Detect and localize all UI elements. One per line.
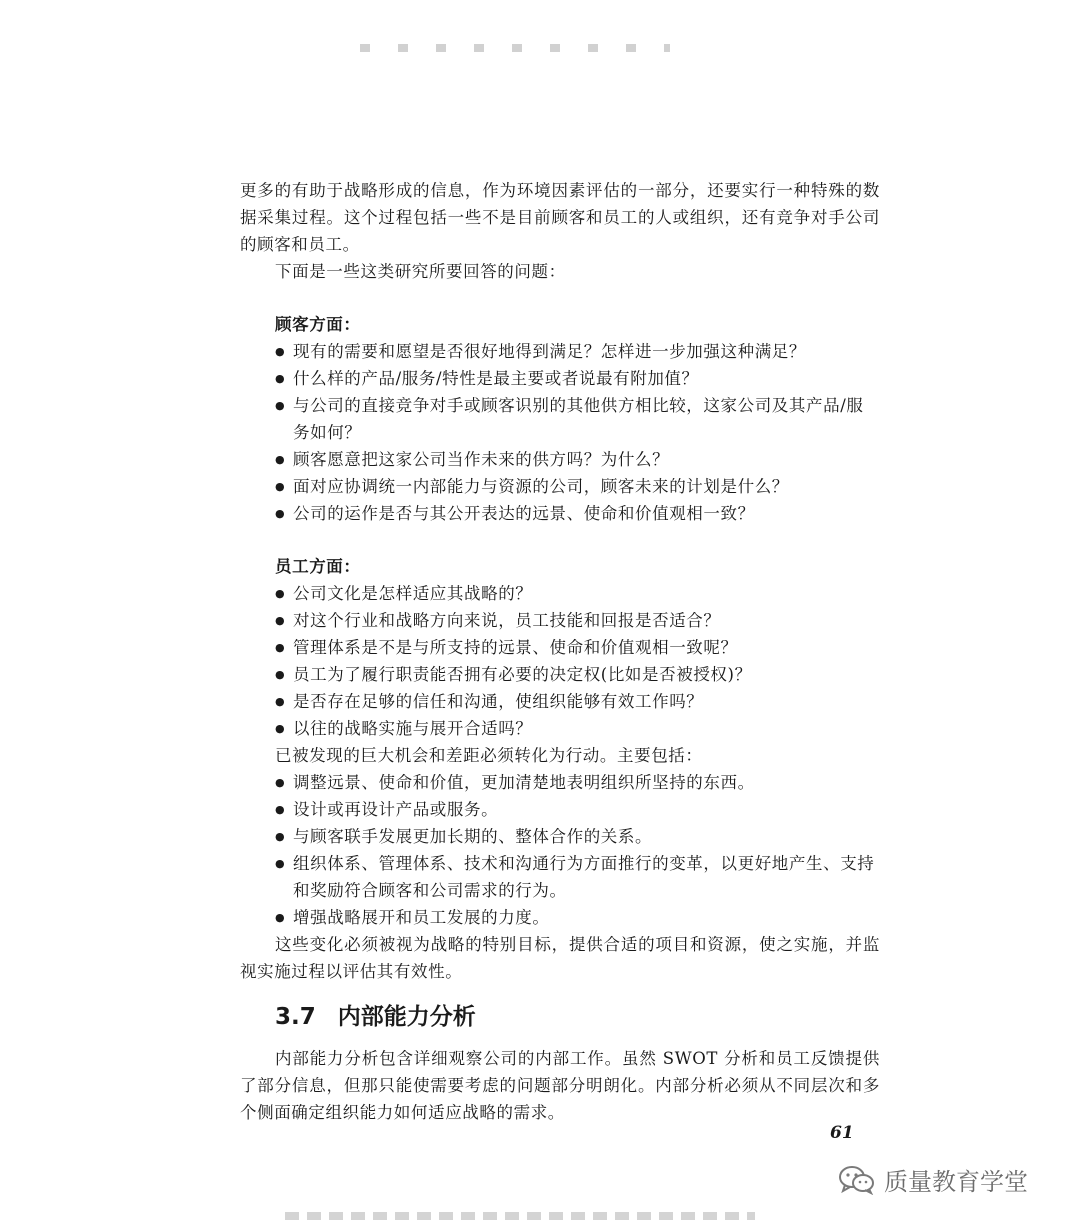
- customers-heading: 顾客方面：: [275, 315, 361, 334]
- list-item: ● 以往的战略实施与展开合适吗？: [275, 715, 880, 742]
- list-item: ● 现有的需要和愿望是否很好地得到满足？怎样进一步加强这种满足？: [275, 338, 880, 365]
- section-title: [275, 997, 880, 1037]
- list-item: ● 公司文化是怎样适应其战略的？: [275, 580, 880, 607]
- list-item: ● 设计或再设计产品或服务。: [275, 796, 880, 823]
- list-item: ● 管理体系是不是与所支持的远景、使命和价值观相一致呢？: [275, 634, 880, 661]
- list-item: ● 组织体系、管理体系、技术和沟通行为方面推行的变革，以更好地产生、支持和奖励符合顾客和公司需求的行为。: [275, 850, 880, 904]
- list-item: ● 增强战略展开和员工发展的力度。: [275, 904, 880, 931]
- list-item: ● 是否存在足够的信任和沟通，使组织能够有效工作吗？: [275, 688, 880, 715]
- section-number: 3.7: [275, 1004, 316, 1030]
- actions-intro: 已被发现的巨大机会和差距必须转化为行动。主要包括：: [275, 746, 703, 765]
- list-item: ● 顾客愿意把这家公司当作未来的供方吗？为什么？: [275, 446, 880, 473]
- list-item: ● 面对应协调统一内部能力与资源的公司，顾客未来的计划是什么？: [275, 473, 880, 500]
- intro-question-line: 下面是一些这类研究所要回答的问题：: [275, 262, 566, 281]
- intro-paragraph: 更多的有助于战略形成的信息，作为环境因素评估的一部分，还要实行一种特殊的数据采集过程。这个过程包括一些不是目前顾客和员工的人或组织，还有竞争对手公司的顾客和员工。: [240, 181, 880, 254]
- list-item: ● 员工为了履行职责能否拥有必要的决定权(比如是否被授权)？: [275, 661, 880, 688]
- employees-list: [240, 580, 880, 742]
- section-title-text: 内部能力分析: [337, 1004, 476, 1030]
- actions-list: [240, 769, 880, 931]
- list-item: ● 与公司的直接竞争对手或顾客识别的其他供方相比较，这家公司及其产品/服务如何？: [275, 392, 880, 446]
- list-item: ● 与顾客联手发展更加长期的、整体合作的关系。: [275, 823, 880, 850]
- wechat-icon: [838, 1165, 876, 1195]
- list-item: ● 对这个行业和战略方向来说，员工技能和回报是否适合？: [275, 607, 880, 634]
- watermark-text: 质量教育学堂: [884, 1168, 1028, 1196]
- scan-artifact-bottom: [285, 1212, 755, 1220]
- customers-list: [240, 338, 880, 527]
- employees-heading: 员工方面：: [275, 557, 361, 576]
- watermark: [838, 1162, 1028, 1197]
- list-item: ● 调整远景、使命和价值，更加清楚地表明组织所坚持的东西。: [275, 769, 880, 796]
- section-paragraph: 内部能力分析包含详细观察公司的内部工作。虽然 SWOT 分析和员工反馈提供了部分信息，但那只能使需要考虑的问题部分明朗化。内部分析必须从不同层次和多个侧面确定组织能力如何适应战略的需求。: [240, 1049, 880, 1122]
- list-item: ● 什么样的产品/服务/特性是最主要或者说最有附加值？: [275, 365, 880, 392]
- page-number: 61: [830, 1123, 854, 1143]
- actions-conclusion: 这些变化必须被视为战略的特别目标，提供合适的项目和资源，使之实施，并监视实施过程以评估其有效性。: [240, 935, 880, 981]
- list-item: ● 公司的运作是否与其公开表达的远景、使命和价值观相一致？: [275, 500, 880, 527]
- scan-artifact-top: [360, 44, 670, 52]
- document-page: [240, 177, 880, 1126]
